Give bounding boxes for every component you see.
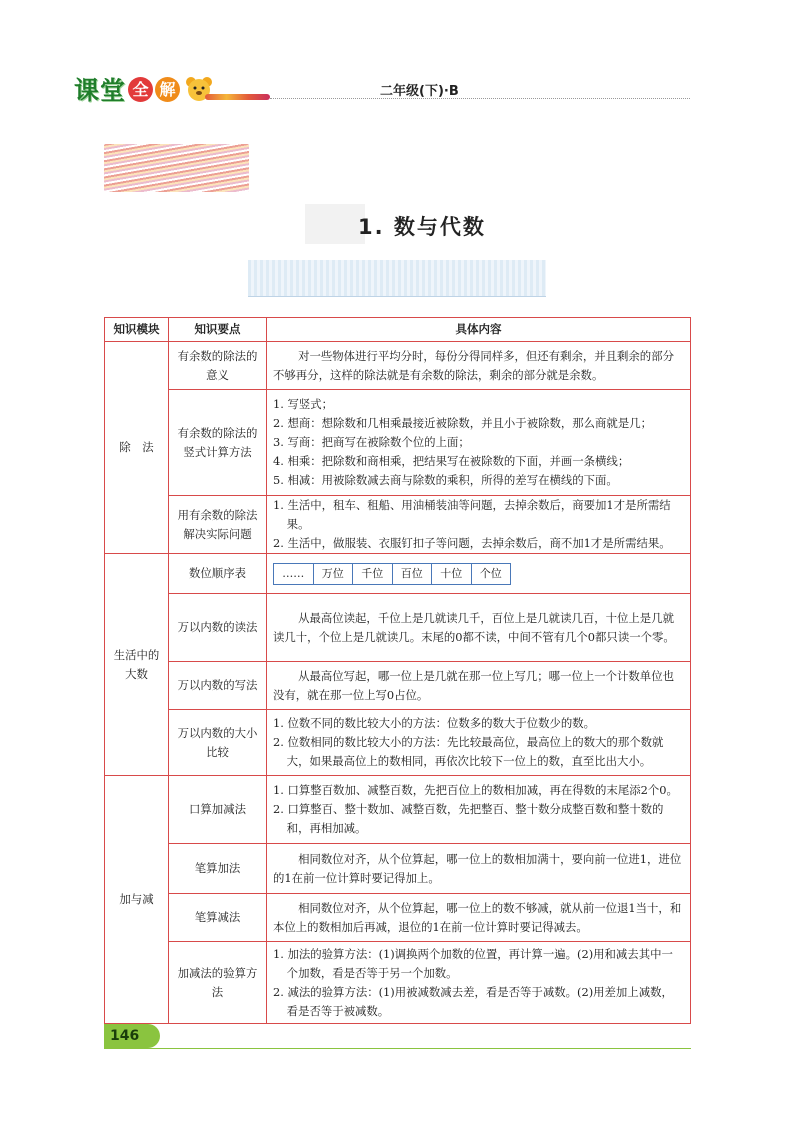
content-text: 从最高位写起，哪一位上是几就在那一位上写几；哪一位上一个计数单位也没有，就在那一位上写0占位。 — [273, 668, 674, 702]
content-cell — [267, 594, 691, 662]
place-tens: 十位 — [432, 564, 472, 584]
table-row — [105, 342, 691, 390]
content-cell — [267, 390, 691, 496]
content-cell — [267, 662, 691, 710]
content-cell — [267, 554, 691, 594]
table-row — [105, 496, 691, 554]
header-stripe — [205, 94, 270, 100]
table-row — [105, 594, 691, 662]
brand-circle-2: 解 — [155, 77, 180, 102]
point-cell: 口算加减法 — [169, 776, 267, 844]
place-value-chart — [273, 563, 511, 585]
table-row — [105, 710, 691, 776]
content-cell — [267, 776, 691, 844]
table-row — [105, 942, 691, 1024]
title-shade — [305, 204, 365, 244]
module-cell: 除 法 — [105, 342, 169, 554]
content-text: 对一些物体进行平均分时，每份分得同样多，但还有剩余，并且剩余的部分不够再分，这样的除法就是有余数的除法，剩余的部分就是余数。 — [273, 348, 674, 382]
footer-line — [104, 1048, 691, 1049]
content-cell — [267, 942, 691, 1024]
content-item: 1. 写竖式； — [273, 397, 334, 411]
content-item: 2. 减法的验算方法：(1)用被减数减去差，看是否等于减数。(2)用差加上减数，看是否等于被减数。 — [273, 984, 673, 1018]
brand-circle-1: 全 — [128, 77, 153, 102]
content-item: 5. 相减：用被除数减去商与除数的乘积，所得的差写在横线的下面。 — [273, 473, 618, 487]
content-text: 从最高位读起，千位上是几就读几千，百位上是几就读几百，十位上是几就读几十，个位上是几就读几。末尾的0都不读，中间不管有几个0都只读一个零。 — [273, 610, 675, 644]
brand-text: 课堂 — [74, 76, 127, 105]
content-item: 2. 口算整百、整十数加、减整百数，先把整百、整十数分成整百数和整十数的和，再相加减。 — [273, 802, 664, 835]
point-cell: 万以内数的大小比较 — [169, 710, 267, 776]
point-cell: 笔算减法 — [169, 894, 267, 942]
content-text: 相同数位对齐，从个位算起，哪一位上的数不够减，就从前一位退1当十，和本位上的数相加后再减，退位的1在前一位计算时要记得减去。 — [273, 900, 682, 934]
brand-logo — [74, 72, 214, 106]
content-item: 1. 位数不同的数比较大小的方法：位数多的数大于位数少的数。 — [273, 716, 596, 730]
content-item: 3. 写商：把商写在被除数个位的上面； — [273, 435, 470, 449]
section-title: 1. 数与代数 — [358, 215, 486, 239]
header-dotted-line — [270, 98, 690, 99]
header-content: 具体内容 — [267, 318, 691, 342]
point-cell: 用有余数的除法解决实际问题 — [169, 496, 267, 554]
content-text: 相同数位对齐，从个位算起，哪一位上的数相加满十，要向前一位进1，进位的1在前一位计算时要记得加上。 — [273, 851, 682, 885]
point-cell: 数位顺序表 — [169, 554, 267, 594]
table-row — [105, 390, 691, 496]
content-cell — [267, 844, 691, 894]
content-item: 4. 相乘：把除数和商相乘，把结果写在被除数的下面，并画一条横线； — [273, 454, 630, 468]
content-cell — [267, 496, 691, 554]
table-row — [105, 894, 691, 942]
point-cell: 万以内数的读法 — [169, 594, 267, 662]
content-cell — [267, 894, 691, 942]
content-cell — [267, 342, 691, 390]
place-hundreds: 百位 — [393, 564, 433, 584]
grade-label: 二年级(下)·B — [380, 84, 459, 99]
table-row — [105, 554, 691, 594]
point-cell: 有余数的除法的意义 — [169, 342, 267, 390]
content-item: 1. 加法的验算方法：(1)调换两个加数的位置，再计算一遍。(2)用和减去其中一个加数，看是否等于另一个加数。 — [273, 946, 673, 980]
place-ten-thousands: 万位 — [314, 564, 354, 584]
place-ellipsis: …… — [274, 564, 314, 584]
content-cell — [267, 710, 691, 776]
decorative-wave — [248, 260, 546, 297]
knowledge-table — [104, 317, 691, 1024]
content-item: 1. 口算整百数加、减整百数，先把百位上的数相加减，再在得数的末尾添2个0。 — [273, 783, 678, 797]
point-cell: 笔算加法 — [169, 844, 267, 894]
content-item: 2. 位数相同的数比较大小的方法：先比较最高位，最高位上的数大的那个数就大，如果最高位上的数相同，再依次比较下一位上的数，直至比出大小。 — [273, 735, 664, 768]
content-item: 2. 想商：想除数和几相乘最接近被除数，并且小于被除数，那么商就是几； — [273, 416, 652, 430]
table-row — [105, 844, 691, 894]
header-point: 知识要点 — [169, 318, 267, 342]
point-cell: 万以内数的写法 — [169, 662, 267, 710]
content-item: 1. 生活中，租车、租船、用油桶装油等问题，去掉余数后，商要加1才是所需结果。 — [273, 498, 671, 531]
point-cell: 有余数的除法的竖式计算方法 — [169, 390, 267, 496]
table-row — [105, 662, 691, 710]
decorative-banner — [104, 144, 249, 192]
module-cell: 生活中的大数 — [105, 554, 169, 776]
place-ones: 个位 — [479, 566, 502, 580]
module-cell: 加与减 — [105, 776, 169, 1024]
table-row — [105, 776, 691, 844]
table-header-row — [105, 318, 691, 342]
page-number: 146 — [104, 1024, 160, 1048]
place-thousands: 千位 — [353, 564, 393, 584]
point-cell: 加减法的验算方法 — [169, 942, 267, 1024]
header-module: 知识模块 — [105, 318, 169, 342]
content-item: 2. 生活中，做服装、衣服钉扣子等问题，去掉余数后，商不加1才是所需结果。 — [273, 536, 671, 550]
